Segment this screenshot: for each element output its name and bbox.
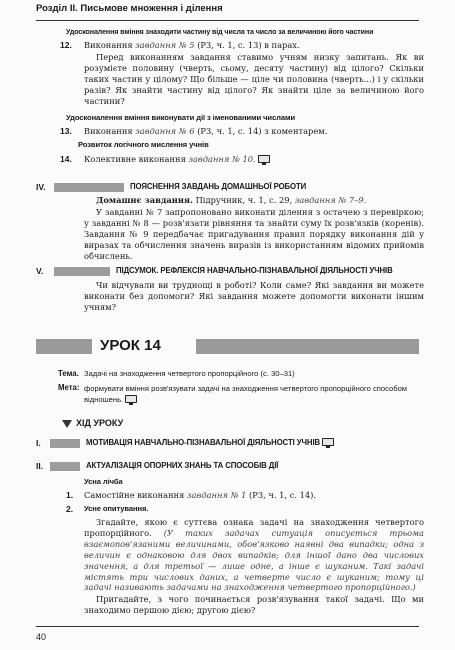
section-v-title: ПІДСУМОК. РЕФЛЕКСІЯ НАВЧАЛЬНО-ПІЗНАВАЛЬНОЇ ДІЯЛЬНОСТІ УЧНІВ (116, 266, 393, 275)
section-i-title: МОТИВАЦІЯ НАВЧАЛЬНО-ПІЗНАВАЛЬНОЇ ДІЯЛЬНОСТІ УЧНІВ (86, 438, 334, 447)
board-icon (258, 155, 270, 163)
page-number: 40 (36, 632, 47, 642)
homework-label: Домашнє завдання. (96, 195, 193, 205)
board-icon (322, 438, 334, 446)
item-2-number: 2. (66, 504, 74, 514)
lesson-bar-right (196, 339, 419, 354)
task-ref: завдання № 1 (187, 490, 247, 500)
item-13-number: 13. (60, 126, 72, 136)
section-v-bar (54, 267, 110, 276)
item-1: Самостійне виконання завдання № 1 (Р3, ч. 1, с. 14). (84, 490, 317, 500)
course-triangle-icon (62, 420, 72, 428)
oral-quiz-answer: (У таких задачах ситуація описується трьома взаємопов'язаними величинами, обов'язково наявні два випадки; одна з величин є однаковою для двох випадків; для іншої дано два числових значення, а для третьої — лише одне, а інше є шуканим. Такі задачі містять три числових даних, а четверте число є шуканим; тому ці задачі називають задачами на знаходження четвертого пропорційного.) (84, 527, 425, 593)
homework-explanation: У завданні № 7 запропоновано виконати ділення з остачею з перевіркою; у завданні № 8 — розв'язати рівняння та знайти суму їх розв'язків (коренів). Завдання № 9 передбачає пригадування правил порядку виконання дій у виразах та обчислення значень виразів із використанням відомих прийомів обчислень. (84, 207, 424, 261)
item-14-number: 14. (60, 154, 72, 164)
subtitle-named-numbers: Удосконалення вміння виконувати дії з іменованими числами (66, 113, 296, 122)
item-12: Виконання завдання № 5 (Р3, ч. 1, с. 13) в парах. (84, 40, 300, 50)
oral-quiz-question: Пригадайте, з чого починається розв'язування такої задачі. Що ми знаходимо першою дією; другою дією? (84, 594, 424, 615)
reflection-questions: Чи відчували ви труднощі в роботі? Коли саме? Які завдання ви можете виконати без допомоги? Які завдання можете допомогти виконати іншим учням? (84, 280, 424, 312)
item-1-number: 1. (66, 490, 74, 500)
subtitle-part-whole: Удосконалення вміння знаходити частину від числа та число за величиною його частини (66, 27, 374, 36)
section-ii-bar (50, 462, 80, 471)
goal-label: Мета: (58, 383, 80, 392)
lesson-bar-left (36, 339, 92, 354)
section-v-numeral: V. (36, 266, 44, 276)
item-2-label: Усне опитування. (84, 504, 149, 513)
section-ii-title: АКТУАЛІЗАЦІЯ ОПОРНИХ ЗНАНЬ ТА СПОСОБІВ ДІЇ (86, 461, 279, 470)
theme-text: Задачі на знаходження четвертого пропорційного (с. 30–31) (84, 369, 295, 378)
item-13: Виконання завдання № 6 (Р3, ч. 1, с. 14) з коментарем. (84, 126, 328, 136)
section-i-bar (50, 439, 80, 448)
task-ref: завдання № 5 (135, 40, 195, 50)
item-14: Колективне виконання завдання № 10. (84, 154, 424, 165)
section-iv-numeral: IV. (36, 182, 46, 192)
theme-label: Тема. (58, 369, 79, 378)
paragraph-part-questions: Перед виконанням завдання ставимо учням низку запитань. Як ви розумієте половину (чверть, сьому, десяту частину) від цілого? Скільки таких частин у цілому? Що більше — ціле чи половина (чверть...) і у скільки разів? Як знайти частину від цілого? Як знайти ціле за величиною його частини? (84, 52, 424, 106)
page-header (36, 0, 419, 21)
subtitle-oral-count: Усна лічба (84, 477, 123, 486)
section-iv-title: ПОЯСНЕННЯ ЗАВДАНЬ ДОМАШНЬОЇ РОБОТИ (130, 182, 307, 191)
section-ii-numeral: II. (36, 461, 44, 471)
section-iv-bar (54, 183, 124, 192)
goal-text: формувати вміння розв'язувати задачі на знаходження четвертого пропорційного способом відношень. (84, 384, 408, 404)
subtitle-logic: Розвиток логічного мислення учнів (78, 140, 209, 149)
course-title: ХІД УРОКУ (76, 418, 124, 428)
task-ref: завдання № 10. (188, 154, 256, 164)
task-ref: завдання № 6 (135, 126, 195, 136)
footer-rule (36, 626, 419, 627)
board-icon (125, 395, 137, 403)
oral-quiz-text: Згадайте, якою є суттєва ознака задачі на знаходження четвертого пропорційного. (У таких задачах ситуація описується трьома взаємопов'язаними величинами, обов'язково наявні два випадки; одна з величин є однаковою для двох випадків; для іншої дано два числових значення, а для третьої — лише одне, а інше є шуканим. Такі задачі містять три числових даних, а четверте число є шуканим; тому ці задачі називають задачами на знаходження четвертого пропорційного.) (84, 517, 425, 593)
lesson-title: УРОК 14 (100, 337, 161, 354)
section-i-numeral: I. (36, 438, 41, 448)
header-title: Розділ ІІ. Письмове множення і ділення (36, 3, 223, 14)
homework-line: Домашнє завдання. Підручник, ч. 1, с. 29, завдання № 7–9. (96, 195, 367, 205)
item-12-number: 12. (60, 40, 72, 50)
